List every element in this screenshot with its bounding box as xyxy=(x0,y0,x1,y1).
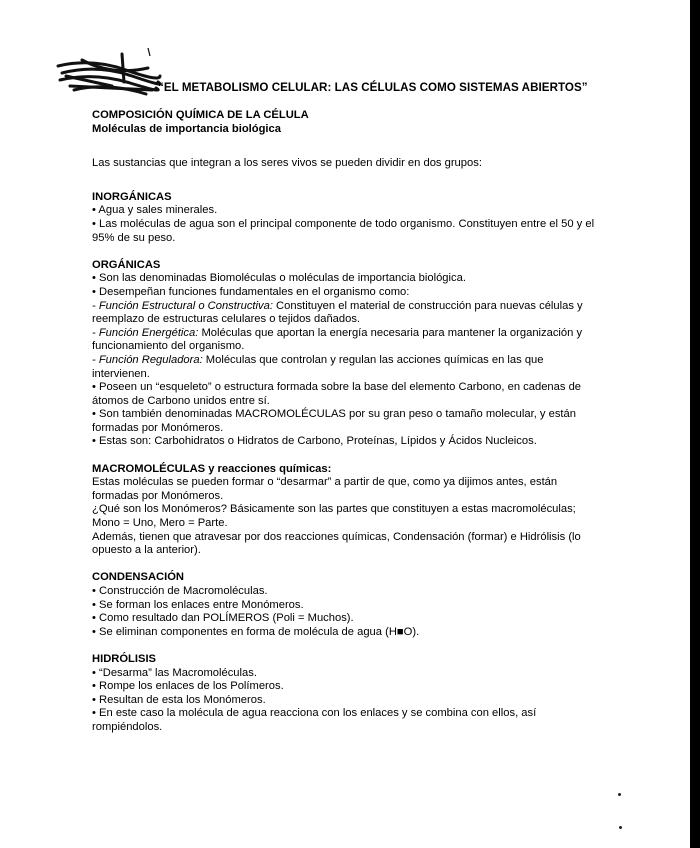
function-structural: - Función Estructural o Constructiva: Constituyen el material de construcción para nuevas células y xyxy=(92,299,583,312)
hidrolisis-line: • Resultan de esta los Monómeros. xyxy=(92,693,266,706)
hidrolisis-heading: HIDRÓLISIS xyxy=(92,652,157,665)
condensacion-line: • Se eliminan componentes en forma de molécula de agua (H■O). xyxy=(92,625,420,638)
macromoleculas-line: Mono = Uno, Mero = Parte. xyxy=(92,517,228,530)
macromoleculas-line: Además, tienen que atravesar por dos reacciones químicas, Condensación (formar) e Hidrólisis (lo xyxy=(92,530,581,543)
organicas-line: • Son las denominadas Biomoléculas o moléculas de importancia biológica. xyxy=(92,272,466,285)
condensacion-line: • Se forman los enlaces entre Monómeros. xyxy=(92,598,304,611)
organicas-line: funcionamiento del organismo. xyxy=(92,340,245,353)
hidrolisis-line: • En este caso la molécula de agua reacciona con los enlaces y se combina con ellos, así xyxy=(92,707,537,720)
scribble-redaction xyxy=(52,46,164,98)
document-title: “EL METABOLISMO CELULAR: LAS CÉLULAS COMO SISTEMAS ABIERTOS” xyxy=(158,81,588,94)
hidrolisis-line: • Rompe los enlaces de los Polímeros. xyxy=(92,680,284,693)
function-term: - Función Estructural o Constructiva: xyxy=(92,299,273,312)
organicas-line: átomos de Carbono unidos entre sí. xyxy=(92,394,270,407)
macromoleculas-line: formadas por Monómeros. xyxy=(92,489,224,502)
condensacion-heading: CONDENSACIÓN xyxy=(92,571,184,584)
inorganicas-heading: INORGÁNICAS xyxy=(92,190,172,203)
hidrolisis-line: • “Desarma” las Macromoléculas. xyxy=(92,666,257,679)
intro-text: Las sustancias que integran a los seres vivos se pueden dividir en dos grupos: xyxy=(92,156,482,169)
main-subheading: Moléculas de importancia biológica xyxy=(92,122,281,135)
document-body xyxy=(92,109,602,735)
macromoleculas-line: Estas moléculas se pueden formar o “desarmar” a partir de que, como ya dijimos antes, están xyxy=(92,476,558,489)
organicas-line: • Desempeñan funciones fundamentales en el organismo como: xyxy=(92,285,410,298)
organicas-line: intervienen. xyxy=(92,367,150,380)
organicas-line: • Estas son: Carbohidratos o Hidratos de Carbono, Proteínas, Lípidos y Ácidos Nucleicos. xyxy=(92,435,537,448)
inorganicas-line: 95% de su peso. xyxy=(92,231,176,244)
main-heading: COMPOSICIÓN QUÍMICA DE LA CÉLULA xyxy=(92,109,309,121)
organicas-line: formadas por Monómeros. xyxy=(92,421,224,434)
condensacion-line: • Como resultado dan POLÍMEROS (Poli = Muchos). xyxy=(92,612,354,625)
organicas-line: • Poseen un “esqueleto” o estructura formada sobre la base del elemento Carbono, en cadenas de xyxy=(92,381,582,394)
macromoleculas-line: opuesto a la anterior). xyxy=(92,544,201,557)
macromoleculas-heading: MACROMOLÉCULAS y reacciones químicas: xyxy=(92,462,332,475)
function-term: - Función Energética: xyxy=(92,326,199,339)
inorganicas-line: • Agua y sales minerales. xyxy=(92,204,218,217)
function-regulatory: - Función Reguladora: Moléculas que controlan y regulan las acciones químicas en las que xyxy=(92,353,544,366)
organicas-line: • Son también denominadas MACROMOLÉCULAS por su gran peso o tamaño molecular, y están xyxy=(92,408,576,421)
macromoleculas-line: ¿Qué son los Monómeros? Básicamente son las partes que constituyen a estas macromoléculas; xyxy=(92,503,576,516)
stray-dot xyxy=(619,826,622,829)
condensacion-line: • Construcción de Macromoléculas. xyxy=(92,585,268,597)
hidrolisis-line: rompiéndolos. xyxy=(92,720,163,733)
function-term: - Función Reguladora: xyxy=(92,353,203,366)
function-energetic: - Función Energética: Moléculas que aportan la energía necesaria para mantener la organización y xyxy=(92,326,583,339)
organicas-line: reemplazo de estructuras celulares o tejidos dañados. xyxy=(92,313,361,326)
stray-dot xyxy=(618,793,621,796)
inorganicas-line: • Las moléculas de agua son el principal componente de todo organismo. Constituyen entre el 50 y el xyxy=(92,217,595,230)
organicas-heading: ORGÁNICAS xyxy=(92,258,161,271)
